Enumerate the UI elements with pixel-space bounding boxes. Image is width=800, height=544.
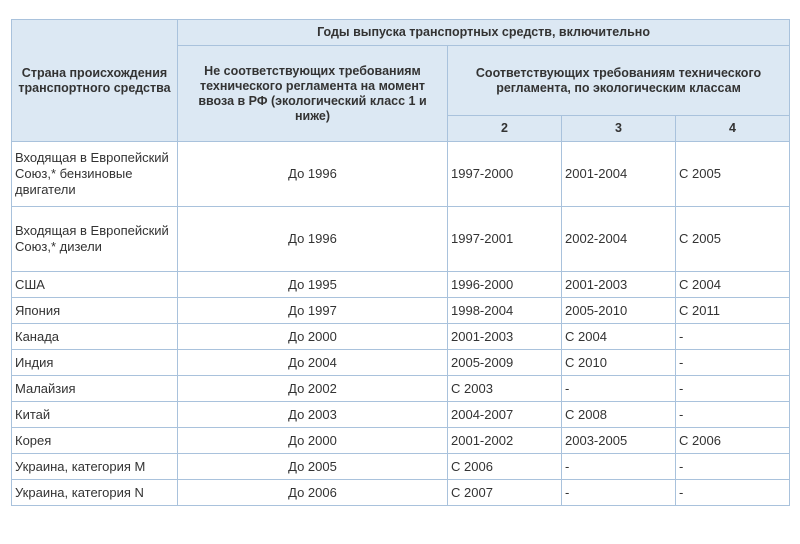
cell-country: Малайзия [12, 376, 178, 402]
table-row [12, 480, 790, 506]
header-compliant: Соответствующих требованиям технического регламента, по экологическим классам [448, 46, 790, 116]
cell-class-2: 1997-2001 [448, 207, 562, 272]
cell-country: Япония [12, 298, 178, 324]
cell-pre: До 1995 [178, 272, 448, 298]
cell-class-4: С 2005 [676, 207, 790, 272]
cell-pre: До 2005 [178, 454, 448, 480]
header-country: Страна происхождения транспортного средства [12, 20, 178, 142]
cell-class-3: 2001-2003 [562, 272, 676, 298]
cell-country: США [12, 272, 178, 298]
cell-class-2: 2005-2009 [448, 350, 562, 376]
table-container [11, 19, 789, 506]
cell-pre: До 2000 [178, 428, 448, 454]
cell-country: Канада [12, 324, 178, 350]
cell-country: Входящая в Европейский Союз,* бензиновые двигатели [12, 142, 178, 207]
cell-country: Украина, категория N [12, 480, 178, 506]
cell-class-3: 2001-2004 [562, 142, 676, 207]
cell-class-2: 2001-2002 [448, 428, 562, 454]
cell-class-3: - [562, 480, 676, 506]
cell-class-2: 1996-2000 [448, 272, 562, 298]
cell-class-4: - [676, 350, 790, 376]
cell-class-2: С 2003 [448, 376, 562, 402]
cell-class-4: - [676, 480, 790, 506]
cell-class-2: 2004-2007 [448, 402, 562, 428]
table-row [12, 428, 790, 454]
table-row [12, 350, 790, 376]
cell-pre: До 2004 [178, 350, 448, 376]
cell-class-4: - [676, 324, 790, 350]
cell-class-4: С 2004 [676, 272, 790, 298]
cell-country: Украина, категория M [12, 454, 178, 480]
header-class-2: 2 [448, 116, 562, 142]
table-row [12, 402, 790, 428]
cell-class-4: С 2011 [676, 298, 790, 324]
vehicle-class-table [11, 19, 790, 506]
cell-class-4: С 2006 [676, 428, 790, 454]
cell-pre: До 1996 [178, 207, 448, 272]
table-row [12, 454, 790, 480]
cell-class-2: С 2006 [448, 454, 562, 480]
table-row [12, 142, 790, 207]
cell-class-4: - [676, 402, 790, 428]
cell-pre: До 1996 [178, 142, 448, 207]
cell-pre: До 2000 [178, 324, 448, 350]
cell-class-3: С 2008 [562, 402, 676, 428]
cell-class-2: 1998-2004 [448, 298, 562, 324]
cell-class-4: - [676, 454, 790, 480]
header-years-group: Годы выпуска транспортных средств, включительно [178, 20, 790, 46]
cell-class-4: С 2005 [676, 142, 790, 207]
cell-class-3: 2005-2010 [562, 298, 676, 324]
cell-class-3: С 2004 [562, 324, 676, 350]
header-class-3: 3 [562, 116, 676, 142]
cell-class-3: 2002-2004 [562, 207, 676, 272]
header-non-compliant: Не соответствующих требованиям технического регламента на момент ввоза в РФ (экологический класс 1 и ниже) [178, 46, 448, 142]
cell-country: Корея [12, 428, 178, 454]
cell-class-2: 1997-2000 [448, 142, 562, 207]
cell-class-2: С 2007 [448, 480, 562, 506]
cell-class-4: - [676, 376, 790, 402]
cell-country: Индия [12, 350, 178, 376]
cell-class-3: - [562, 376, 676, 402]
cell-pre: До 2002 [178, 376, 448, 402]
table-row [12, 298, 790, 324]
table-row [12, 207, 790, 272]
cell-pre: До 1997 [178, 298, 448, 324]
cell-class-2: 2001-2003 [448, 324, 562, 350]
cell-class-3: С 2010 [562, 350, 676, 376]
header-class-4: 4 [676, 116, 790, 142]
cell-country: Китай [12, 402, 178, 428]
cell-class-3: 2003-2005 [562, 428, 676, 454]
cell-pre: До 2003 [178, 402, 448, 428]
cell-class-3: - [562, 454, 676, 480]
cell-country: Входящая в Европейский Союз,* дизели [12, 207, 178, 272]
cell-pre: До 2006 [178, 480, 448, 506]
table-row [12, 272, 790, 298]
table-row [12, 376, 790, 402]
table-row [12, 324, 790, 350]
